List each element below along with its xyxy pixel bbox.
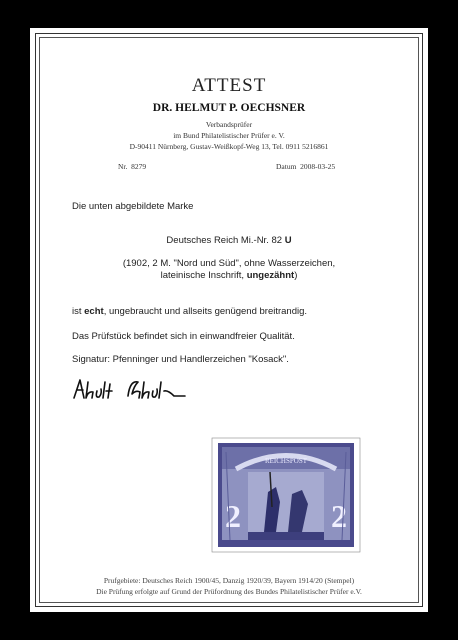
detail-bold: ungezähnt bbox=[246, 270, 295, 281]
stamp-denomination-left: 2 bbox=[225, 498, 241, 534]
stamp-denomination-right: 2 bbox=[331, 498, 347, 534]
certificate-date bbox=[276, 162, 335, 171]
catalog-text: Deutsches Reich Mi.-Nr. 82 bbox=[166, 235, 283, 246]
certificate-number bbox=[118, 162, 146, 171]
association: im Bund Philatelistischer Prüfer e. V. bbox=[173, 131, 285, 140]
intro-text: Die unten abgebildete Marke bbox=[72, 201, 194, 212]
quality-line: Das Prüfstück befindet sich in einwandfreier Qualität. bbox=[72, 331, 295, 342]
examiner-role: Verbandsprüfer bbox=[205, 120, 253, 129]
stamp-banner: REICHSPOST bbox=[264, 457, 308, 465]
detail-line-1: (1902, 2 M. "Nord und Süd", ohne Wasserzeichen, bbox=[122, 258, 336, 269]
catalog-suffix: U bbox=[284, 235, 292, 246]
address: D-90411 Nürnberg, Gustav-Weißkopf-Weg 13, Tel. 0911 5216861 bbox=[129, 142, 329, 151]
date-value: 2008-03-25 bbox=[300, 162, 336, 171]
status-rest: , ungebraucht und allseits genügend breitrandig. bbox=[103, 306, 308, 317]
status-line bbox=[72, 306, 307, 317]
certificate-sheet bbox=[30, 28, 428, 612]
detail-prefix: lateinische Inschrift, bbox=[160, 270, 247, 281]
handwritten-signature bbox=[70, 376, 190, 404]
signature-note: Signatur: Pfenninger und Handlerzeichen "Kosack". bbox=[72, 354, 289, 365]
footer-line-1: Prufgebiete: Deutsches Reich 1900/45, Danzig 1920/39, Bayern 1914/20 (Stempel) bbox=[103, 576, 355, 585]
certificate-title: ATTEST bbox=[191, 75, 267, 96]
detail-line-2 bbox=[30, 270, 428, 281]
status-bold: echt bbox=[84, 306, 104, 317]
number-label: Nr. bbox=[118, 162, 128, 171]
date-label: Datum bbox=[276, 162, 297, 171]
status-prefix: ist bbox=[72, 306, 85, 317]
catalog-line bbox=[30, 235, 428, 246]
detail-suffix: ) bbox=[294, 270, 298, 281]
number-value: 8279 bbox=[131, 162, 147, 171]
stamp-image bbox=[206, 432, 366, 558]
footer-line-2: Die Prüfung erfolgte auf Grund der Prüfordnung des Bundes Philatelistischer Prüfer e.V. bbox=[96, 587, 362, 596]
examiner-name: DR. HELMUT P. OECHSNER bbox=[152, 102, 306, 114]
